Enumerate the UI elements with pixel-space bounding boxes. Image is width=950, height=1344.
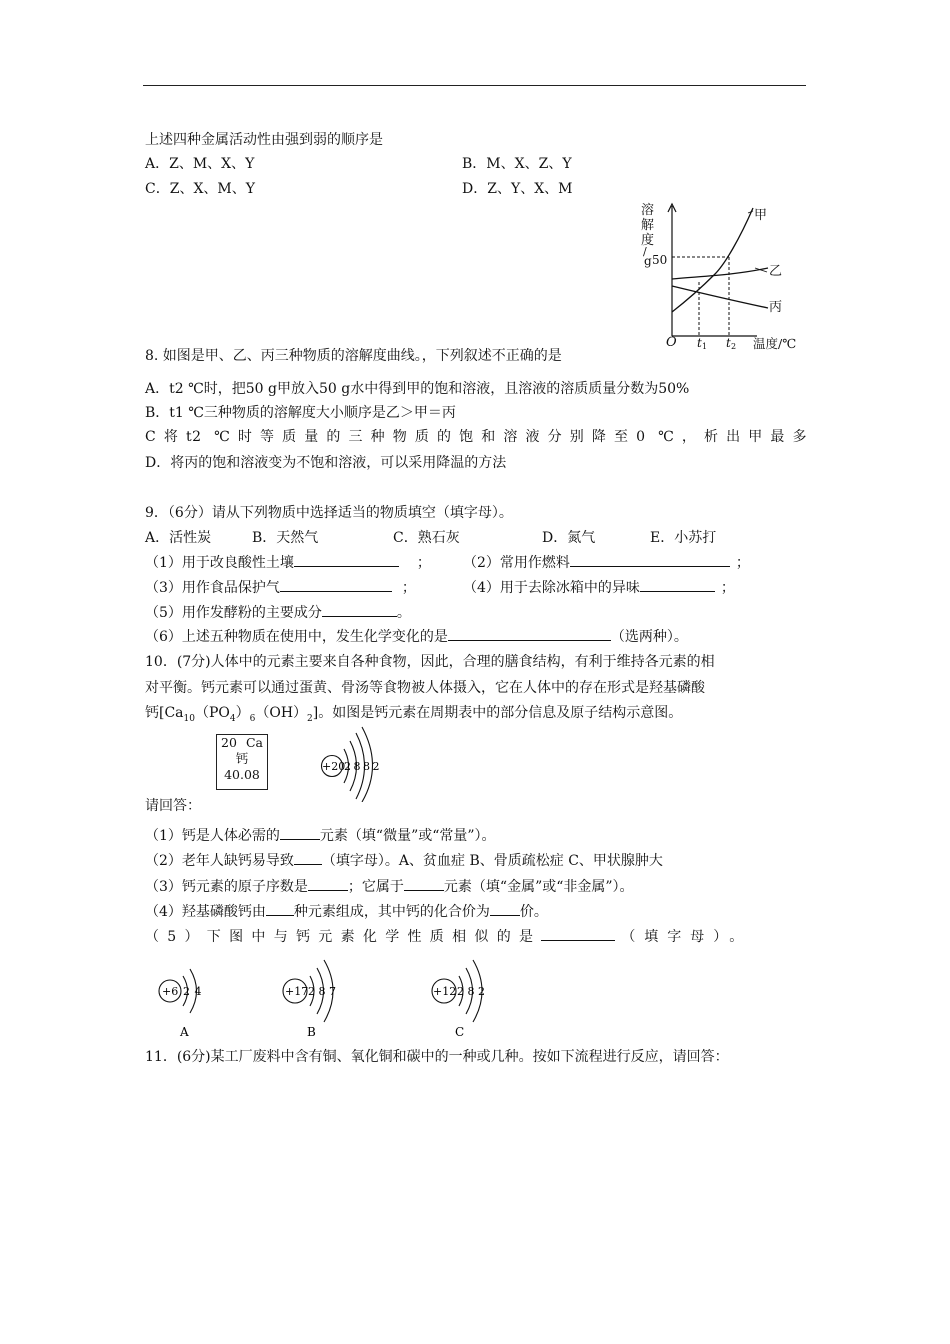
q9-blank-2[interactable] xyxy=(570,552,730,567)
q10-item-2-text: （2）老年人缺钙易导致 xyxy=(145,853,294,869)
q9-blank-5[interactable] xyxy=(322,602,397,617)
q9-blank-4[interactable] xyxy=(640,577,715,592)
calcium-atom-diagram xyxy=(315,722,395,802)
origin-label: O xyxy=(666,335,677,350)
q9-item-4-text: （4）用于去除冰箱中的异味 xyxy=(463,580,640,596)
q10-sub-2: 2 xyxy=(307,713,313,724)
curve-label-yi: 乙 xyxy=(769,264,783,279)
q7-option-a: A．Z、M、X、Y xyxy=(145,156,255,172)
q10-item-5-text: （5）下图中与钙元素化学性质相似的是 xyxy=(145,929,542,945)
q9-item-3 xyxy=(145,577,416,597)
y-tick-50: 50 xyxy=(652,253,668,267)
q10-item-5 xyxy=(145,926,752,946)
q9-option-e: E．小苏打 xyxy=(650,530,717,546)
atom-a-electrons: 2 4 xyxy=(183,985,202,998)
q9-item-4-punct: ； xyxy=(720,580,735,596)
q10-item-4 xyxy=(145,901,548,921)
ylabel-char-3: 度 xyxy=(641,233,655,248)
element-name: 钙 xyxy=(235,751,249,766)
q7-option-b: B．M、X、Z、Y xyxy=(462,156,572,172)
q10-item-4-mid: 种元素组成，其中钙的化合价为 xyxy=(293,904,490,920)
q9-item-2-punct: ； xyxy=(735,555,750,571)
q9-item-3-text: （3）用作食品保护气 xyxy=(145,580,280,596)
element-mass: 40.08 xyxy=(224,767,260,782)
atom-options xyxy=(150,955,530,1040)
y-unit: g xyxy=(644,254,652,268)
atom-a-label: A xyxy=(180,1025,189,1039)
atom-b-label: B xyxy=(307,1025,316,1039)
t2-label: t xyxy=(726,336,731,350)
q10-item-1 xyxy=(145,825,496,845)
curve-label-jia: 甲 xyxy=(754,208,768,223)
q10-item-3-mid: ；它属于 xyxy=(347,879,404,895)
q10-item-4-text: （4）羟基磷酸钙由 xyxy=(145,904,266,920)
q8-stem: 8. 如图是甲、乙、丙三种物质的溶解度曲线。，下列叙述不正确的是 xyxy=(145,348,562,364)
atom-b-nucleus-label: +17 xyxy=(285,985,309,998)
q10-sub-10: 10 xyxy=(183,713,195,724)
q10-blank-3a[interactable] xyxy=(308,876,348,891)
q7-option-d: D．Z、Y、X、M xyxy=(462,181,573,197)
atom-a-nucleus-label: +6 xyxy=(162,985,179,998)
q9-stem: 9．（6分）请从下列物质中选择适当的物质填空（填字母）。 xyxy=(145,505,513,521)
q10-item-1-text: （1）钙是人体必需的 xyxy=(145,828,280,844)
q10-blank-4a[interactable] xyxy=(266,901,294,916)
q8-option-a: A．t2 ℃时，把50 g甲放入50 g水中得到甲的饱和溶液，且溶液的溶质质量分数为50% xyxy=(145,381,690,397)
q9-blank-3[interactable] xyxy=(280,577,392,592)
t1-sub: 1 xyxy=(702,342,708,351)
atom-option-a[interactable] xyxy=(159,969,202,1039)
q10-sub-4: 4 xyxy=(229,713,236,724)
q9-blank-6[interactable] xyxy=(448,626,611,641)
q10-blank-5[interactable] xyxy=(541,926,615,941)
q9-item-2-text: （2）常用作燃料 xyxy=(463,555,570,571)
t2-sub: 2 xyxy=(731,342,737,351)
q9-option-c: C．熟石灰 xyxy=(393,530,460,546)
q9-item-6 xyxy=(145,626,688,646)
q10-sub-6: 6 xyxy=(249,713,256,724)
atom-option-b[interactable] xyxy=(283,960,336,1039)
x-axis-label: 温度/℃ xyxy=(753,336,797,351)
element-number: 20 xyxy=(221,735,237,750)
curve-label-bing: 丙 xyxy=(769,300,783,315)
q8-option-b: B．t1 ℃三种物质的溶解度大小顺序是乙＞甲＝丙 xyxy=(145,405,456,421)
header-rule xyxy=(143,85,806,86)
q9-item-1-punct: ； xyxy=(416,555,431,571)
q9-item-3-punct: ； xyxy=(401,580,416,596)
q10-item-1-tail: 元素（填“微量”或“常量”）。 xyxy=(319,828,496,844)
q10-item-2-tail: （填字母）。A、贫血症 B、骨质疏松症 C、甲状腺肿大 xyxy=(321,853,663,869)
q9-item-6-text: （6）上述五种物质在使用中，发生化学变化的是 xyxy=(145,629,448,645)
q9-item-5 xyxy=(145,602,411,622)
q9-item-1 xyxy=(145,552,431,572)
q10-item-2 xyxy=(145,850,663,870)
q10-answer-prompt: 请回答： xyxy=(145,798,201,814)
q9-option-a: A．活性炭 xyxy=(145,530,212,546)
q7-stem: 上述四种金属活动性由强到弱的顺序是 xyxy=(145,132,383,148)
q10-line-2: 对平衡。钙元素可以通过蛋黄、骨汤等食物被人体摄入，它在人体中的存在形式是羟基磷酸 xyxy=(145,680,705,696)
ca-shell-electrons: 2 8 8 2 xyxy=(344,760,380,773)
q11-stem: 11．(6分)某工厂废料中含有铜、氧化铜和碳中的一种或几种。按如下流程进行反应，请回答： xyxy=(145,1049,729,1065)
atom-c-electrons: 2 8 2 xyxy=(457,985,485,998)
q9-option-d: D．氮气 xyxy=(542,530,596,546)
atom-option-c[interactable] xyxy=(432,960,485,1039)
q8-option-c: C将t2 ℃时等质量的三种物质的饱和溶液分别降至0 ℃，析出甲最多 xyxy=(145,429,807,445)
curve-jia xyxy=(672,208,753,312)
q10-formula-a: 钙[Ca xyxy=(145,705,184,721)
curve-yi xyxy=(672,268,768,279)
q10-item-3-tail: 元素（填“金属”或“非金属”）。 xyxy=(443,879,634,895)
q7-option-c: C．Z、X、M、Y xyxy=(145,181,255,197)
element-symbol: Ca xyxy=(245,735,263,750)
q10-formula-b: （PO xyxy=(194,705,230,721)
q10-line-3-tail: ]。如图是钙元素在周期表中的部分信息及原子结构示意图。 xyxy=(312,705,683,721)
atom-b-electrons: 2 8 7 xyxy=(308,985,336,998)
q9-item-5-text: （5）用作发酵粉的主要成分 xyxy=(145,605,322,621)
q10-blank-2[interactable] xyxy=(294,850,322,865)
q10-formula-d: （OH） xyxy=(255,705,308,721)
q9-option-b: B．天然气 xyxy=(252,530,319,546)
q9-item-2 xyxy=(463,552,750,572)
q9-item-5-punct: 。 xyxy=(396,605,411,621)
solubility-graph xyxy=(635,198,810,356)
q10-item-4-tail: 价。 xyxy=(519,904,548,920)
q10-blank-4b[interactable] xyxy=(490,901,520,916)
q9-item-1-text: （1）用于改良酸性土壤 xyxy=(145,555,294,571)
q10-line-3 xyxy=(145,702,682,724)
periodic-table-cell xyxy=(216,734,268,790)
q9-blank-1[interactable] xyxy=(294,552,399,567)
q10-item-3 xyxy=(145,876,634,896)
q10-blank-1[interactable] xyxy=(280,825,320,840)
q10-item-3-text: （3）钙元素的原子序数是 xyxy=(145,879,308,895)
q10-formula-c: ） xyxy=(235,705,250,721)
atom-c-nucleus-label: +12 xyxy=(433,985,457,998)
q9-item-4 xyxy=(463,577,735,597)
t1-label: t xyxy=(697,336,702,350)
curve-bing xyxy=(672,286,768,308)
ylabel-char-1: 溶 xyxy=(641,203,655,218)
q10-blank-3b[interactable] xyxy=(404,876,444,891)
q10-item-5-tail: （填字母）。 xyxy=(621,929,753,945)
atom-c-label: C xyxy=(455,1025,465,1039)
q8-option-d: D．将丙的饱和溶液变为不饱和溶液，可以采用降温的方法 xyxy=(145,455,507,471)
ylabel-char-4: / xyxy=(643,245,647,258)
ca-nucleus-label: +20 xyxy=(322,760,346,773)
ylabel-char-2: 解 xyxy=(641,218,655,233)
q10-line-1: 10．(7分)人体中的元素主要来自各种食物，因此，合理的膳食结构，有利于维持各元素的相 xyxy=(145,654,715,670)
q9-item-6-tail: （选两种）。 xyxy=(610,629,688,645)
